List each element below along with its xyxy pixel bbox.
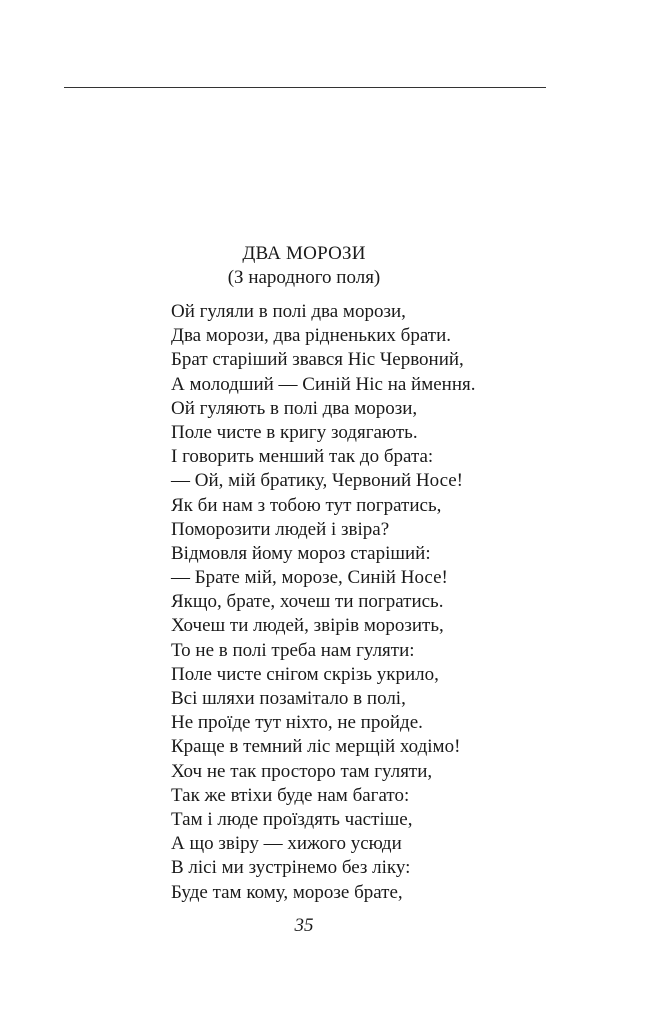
poem-line: — Брате мій, морозе, Синій Носе! xyxy=(171,567,448,589)
header-rule xyxy=(64,87,546,88)
poem-line: Поле чисте в кригу зодягають. xyxy=(171,421,418,443)
poem-line: Поморозити людей і звіра? xyxy=(171,518,390,540)
poem-line: Хочеш ти людей, звірів морозить, xyxy=(171,615,444,637)
poem-line: Поле чисте снігом скрізь укрило, xyxy=(171,663,439,685)
poem-line: Всі шляхи позамітало в полі, xyxy=(171,688,406,709)
poem-line: А що звіру — хижого усюди xyxy=(171,833,402,855)
poem-line: Ой гуляють в полі два морози, xyxy=(171,397,418,419)
page-number: 35 xyxy=(294,915,314,936)
poem-line: Не проїде тут ніхто, не пройде. xyxy=(171,712,423,734)
poem-line: Брат старіший звався Ніс Червоний, xyxy=(171,349,464,371)
poem-line: Як би нам з тобою тут погратись, xyxy=(171,494,442,516)
poem-line: Відмовля йому мороз старіший: xyxy=(171,542,431,564)
poem-line: То не в полі треба нам гуляти: xyxy=(171,639,415,661)
poem-line: В лісі ми зустрінемо без ліку: xyxy=(171,857,411,879)
poem-line: Так же втіхи буде нам багато: xyxy=(171,784,410,806)
poem-line: Два морози, два рідненьких брати. xyxy=(171,325,451,347)
poem-line: Краще в темний ліс мерщій ходімо! xyxy=(171,736,461,758)
poem-subtitle: (З народного поля) xyxy=(227,267,381,288)
poem-line: Там і люде проїздять частіше, xyxy=(171,808,413,830)
poem-line: А молодший — Синій Ніс на ймення. xyxy=(171,373,476,395)
poem-line: Якщо, брате, хочеш ти погратись. xyxy=(171,591,444,613)
poem-line: Хоч не так просторо там гуляти, xyxy=(171,760,433,782)
poem-title: ДВА МОРОЗИ xyxy=(242,243,366,264)
poem-body xyxy=(171,300,476,905)
poem-line: І говорить менший так до брата: xyxy=(171,446,434,468)
poem-line: Ой гуляли в полі два морози, xyxy=(171,301,406,322)
poem-line: — Ой, мій братику, Червоний Носе! xyxy=(171,470,463,492)
poem-line: Буде там кому, морозе брате, xyxy=(171,881,403,903)
